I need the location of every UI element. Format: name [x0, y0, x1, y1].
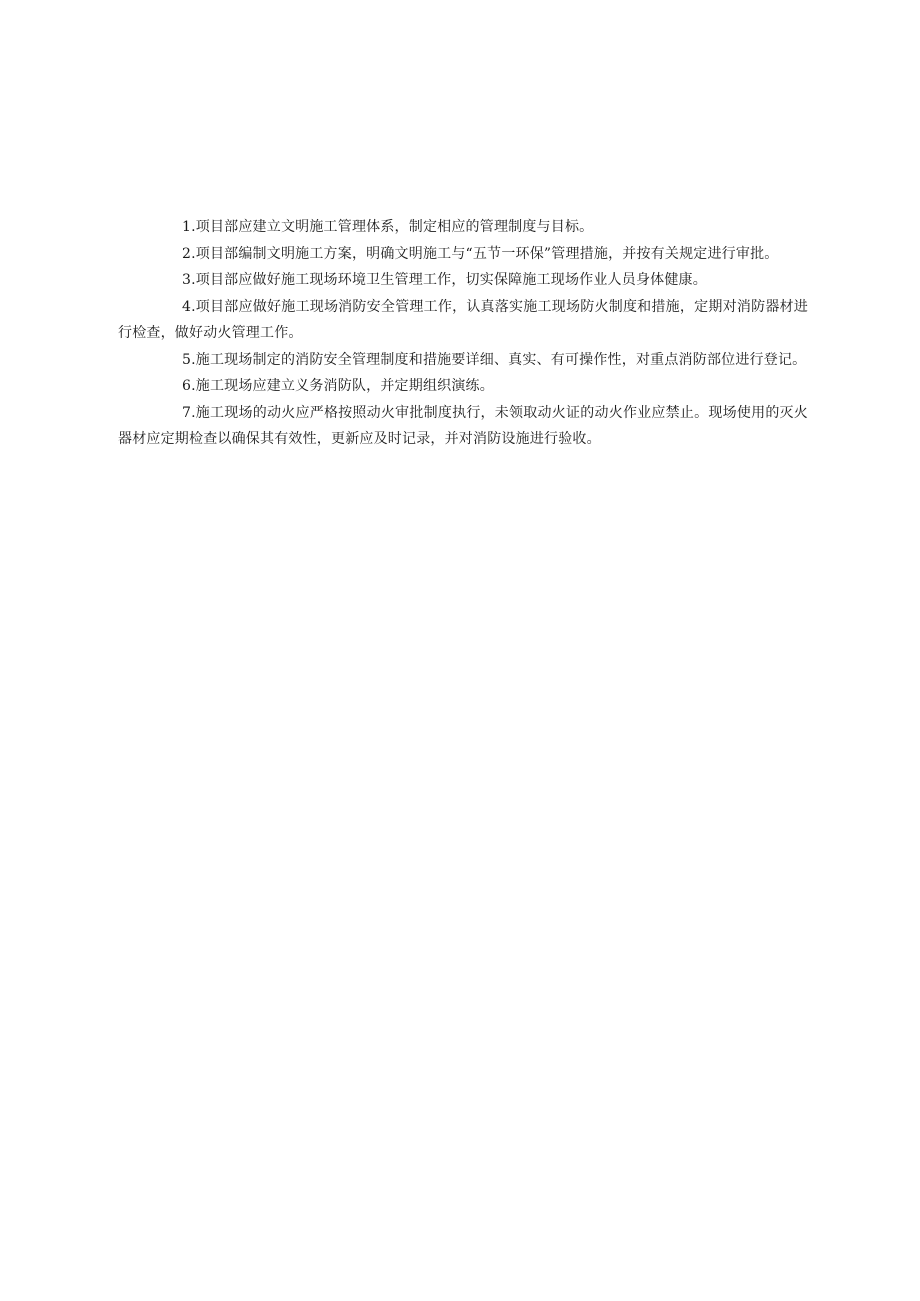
item-text: .施工现场应建立义务消防队，并定期组织演练。	[191, 378, 494, 394]
list-item-3	[118, 267, 808, 294]
list-item-6	[118, 373, 808, 400]
item-text: .施工现场的动火应严格按照动火审批制度执行，未领取动火证的动火作业应禁止。现场使用的灭火器材应定期检查以确保其有效性，更新应及时记录，并对消防设施进行验收。	[118, 404, 808, 447]
document-body	[118, 214, 808, 453]
item-text: .项目部应做好施工现场环境卫生管理工作，切实保障施工现场作业人员身体健康。	[191, 272, 707, 288]
item-number: 1	[182, 219, 192, 235]
list-item-5	[118, 347, 808, 374]
list-item-2	[118, 241, 808, 268]
item-number: 4	[182, 298, 192, 315]
item-number: 3	[182, 272, 192, 288]
item-number: 2	[182, 245, 192, 262]
item-number: 7	[182, 404, 192, 421]
item-number: 5	[182, 351, 192, 368]
list-item-1	[118, 214, 808, 241]
item-number: 6	[182, 378, 192, 394]
item-text: .项目部编制文明施工方案，明确文明施工与“五节一环保”管理措施，并按有关规定进行审批。	[191, 245, 779, 262]
list-item-4	[118, 294, 808, 347]
item-text: .项目部应做好施工现场消防安全管理工作，认真落实施工现场防火制度和措施，定期对消防器材进行检查，做好动火管理工作。	[118, 298, 808, 341]
item-text: .项目部应建立文明施工管理体系，制定相应的管理制度与目标。	[191, 219, 594, 235]
item-text: .施工现场制定的消防安全管理制度和措施要详细、真实、有可操作性，对重点消防部位进行登记。	[191, 351, 807, 368]
list-item-7	[118, 400, 808, 453]
